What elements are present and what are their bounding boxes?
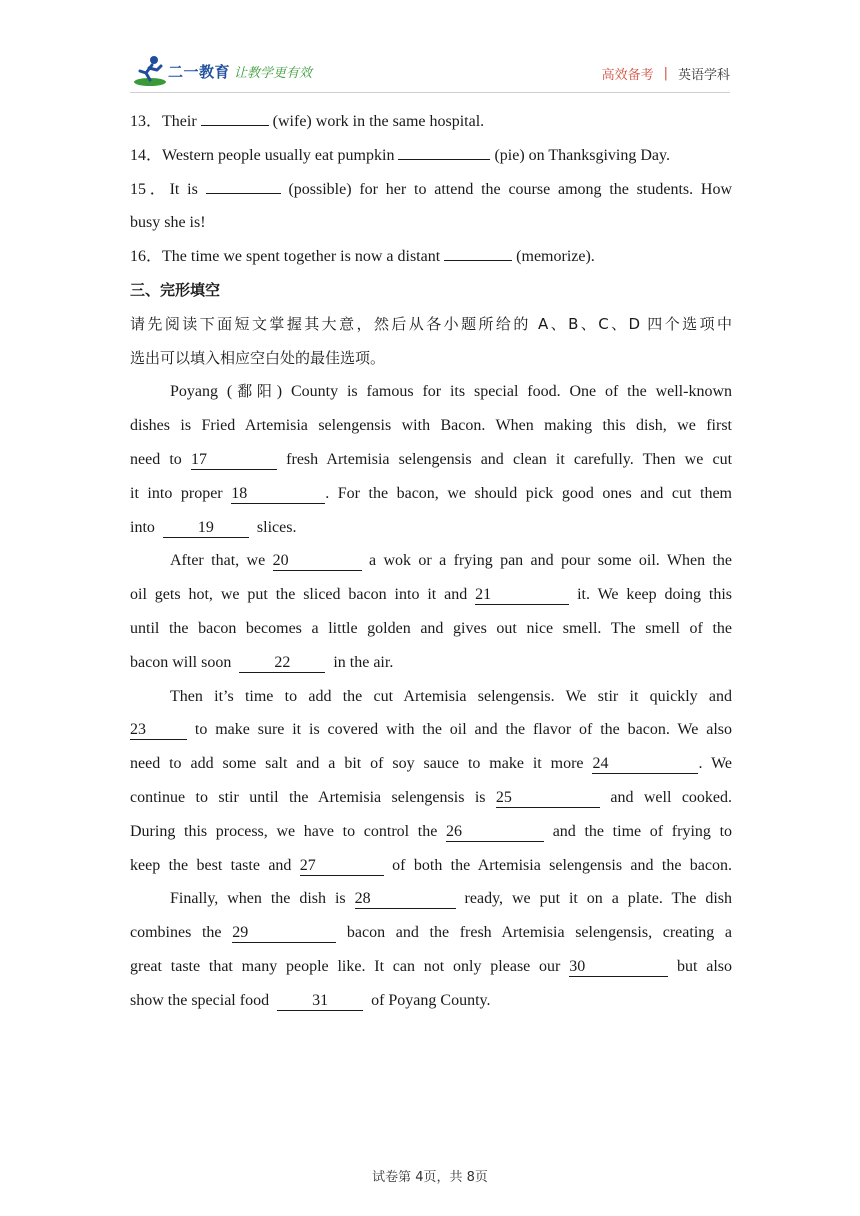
subject-tags <box>602 64 730 83</box>
question-13 <box>130 105 732 139</box>
passage-text: it into proper <box>130 484 223 502</box>
passage-text: bacon will soon <box>130 653 232 671</box>
passage-text: fresh Artemisia selengensis and clean it carefully. Then we cut <box>286 450 733 468</box>
cloze-blank-19[interactable]: 19 <box>163 519 249 538</box>
exam-prep-tag: 高效备考 <box>601 68 654 83</box>
passage-line <box>130 984 732 1018</box>
cloze-blank-29[interactable]: 29 <box>232 924 336 943</box>
cloze-blank-21[interactable]: 21 <box>475 586 569 605</box>
question-15-continuation: busy she is! <box>130 214 206 232</box>
passage-text: into <box>130 518 155 536</box>
answer-blank[interactable] <box>206 175 281 194</box>
passage-text: great taste that many people like. It can not only please our <box>130 957 561 975</box>
answer-blank[interactable] <box>398 141 490 160</box>
passage-text: After that, we <box>170 552 266 570</box>
passage-line <box>130 815 732 849</box>
page-header <box>130 54 730 94</box>
passage-text: keep the best taste and <box>130 856 292 874</box>
passage-text: . For the bacon, we should pick good ones and cut them <box>325 484 732 502</box>
section-instruction: 选出可以填入相应空白处的最佳选项。 <box>130 348 386 367</box>
question-text: (wife) work in the same hospital. <box>272 113 485 130</box>
passage-line <box>130 578 732 612</box>
question-16 <box>130 240 732 274</box>
cloze-blank-25[interactable]: 25 <box>496 789 600 808</box>
subject-tag: 英语学科 <box>677 68 730 83</box>
cloze-blank-20[interactable]: 20 <box>273 552 362 571</box>
passage-line: until the bacon becomes a little golden and gives out nice smell. The smell of the <box>130 619 732 637</box>
passage-line: dishes is Fried Artemisia selengensis with Bacon. When making this dish, we first <box>130 417 732 435</box>
passage-line <box>130 477 732 511</box>
question-text: Western people usually eat pumpkin <box>162 146 395 164</box>
cloze-blank-24[interactable]: 24 <box>592 755 698 774</box>
passage-text: . We <box>698 755 733 773</box>
cloze-blank-26[interactable]: 26 <box>446 823 544 842</box>
question-number: 14． <box>130 146 163 164</box>
passage-line <box>130 747 732 781</box>
cloze-blank-28[interactable]: 28 <box>355 890 456 909</box>
section-instruction: 请先阅读下面短文掌握其大意，然后从各小题所给的 A、B、C、D 四个选项中 <box>130 314 732 333</box>
passage-line <box>130 916 732 950</box>
passage-text: 鄱阳 <box>232 382 277 401</box>
passage-line <box>130 849 732 883</box>
cloze-blank-30[interactable]: 30 <box>569 958 668 977</box>
question-number: 13． <box>130 113 163 130</box>
header-separator: | <box>663 66 668 81</box>
page-number: 试卷第 4页，共 8页 <box>372 1170 488 1185</box>
passage-line <box>130 646 732 680</box>
passage-text: of both the Artemisia selengensis and the bacon. <box>392 856 733 874</box>
question-text: It is <box>169 180 198 198</box>
passage-text: to make sure it is covered with the oil and the flavor of the bacon. We also <box>194 721 732 739</box>
passage-text: in the air. <box>333 653 394 671</box>
passage-text: Poyang ( <box>170 383 233 401</box>
cloze-blank-22[interactable]: 22 <box>239 654 325 673</box>
passage-line <box>130 950 732 984</box>
passage-text: During this process, we have to control the <box>130 822 438 840</box>
cloze-blank-31[interactable]: 31 <box>277 992 363 1011</box>
answer-blank[interactable] <box>201 107 269 126</box>
passage-text: and the time of frying to <box>552 822 733 840</box>
passage-text: continue to stir until the Artemisia selengensis is <box>130 788 486 806</box>
passage-text: but also <box>676 957 732 975</box>
passage-text: and well cooked. <box>610 788 733 806</box>
question-14 <box>130 139 732 173</box>
passage-line <box>130 375 732 409</box>
question-text: The time we spent together is now a distant <box>162 248 441 266</box>
header-divider <box>130 92 730 93</box>
question-text: (possible) for her to attend the course among the students. How <box>288 180 733 198</box>
question-number: 15． <box>130 180 170 198</box>
passage-text: need to <box>130 450 182 468</box>
passage-text: combines the <box>130 924 222 942</box>
passage-text: need to add some salt and a bit of soy sauce to make it more <box>130 755 584 773</box>
passage-text: of Poyang County. <box>371 991 491 1009</box>
brand-slogan: 让教学更有效 <box>234 65 313 81</box>
passage-text: oil gets hot, we put the sliced bacon into it and <box>130 586 468 604</box>
cloze-blank-27[interactable]: 27 <box>300 857 384 876</box>
passage-text: show the special food <box>130 991 270 1009</box>
question-text: (pie) on Thanksgiving Day. <box>494 146 670 164</box>
question-number: 16． <box>130 248 163 266</box>
question-text: Their <box>162 113 197 130</box>
answer-blank[interactable] <box>444 242 512 261</box>
passage-line <box>130 443 732 477</box>
cloze-blank-18[interactable]: 18 <box>231 485 325 504</box>
question-15 <box>130 173 732 207</box>
cloze-blank-17[interactable]: 17 <box>191 451 277 470</box>
brand-name: 二一教育 <box>168 62 231 81</box>
passage-line <box>130 544 732 578</box>
passage-text: slices. <box>256 518 297 536</box>
running-figure-logo-icon <box>130 54 170 88</box>
passage-text: bacon and the fresh Artemisia selengensis, creating a <box>346 924 733 942</box>
brand-logo <box>130 54 312 88</box>
question-text: (memorize). <box>516 248 595 266</box>
exam-content <box>130 105 732 1018</box>
section-heading: 三、完形填空 <box>130 280 221 299</box>
passage-text: Finally, when the dish is <box>170 890 346 908</box>
passage-text: ready, we put it on a plate. The dish <box>464 890 733 908</box>
passage-line <box>130 713 732 747</box>
passage-line <box>130 511 732 545</box>
passage-text: it. We keep doing this <box>577 586 733 604</box>
cloze-blank-23[interactable]: 23 <box>130 721 187 740</box>
passage-line: Then it’s time to add the cut Artemisia selengensis. We stir it quickly and <box>170 687 732 705</box>
passage-line <box>130 781 732 815</box>
passage-text: ) County is famous for its special food. One of the well-known <box>276 383 732 401</box>
passage-text: a wok or a frying pan and pour some oil. When the <box>368 552 733 570</box>
passage-line <box>130 882 732 916</box>
